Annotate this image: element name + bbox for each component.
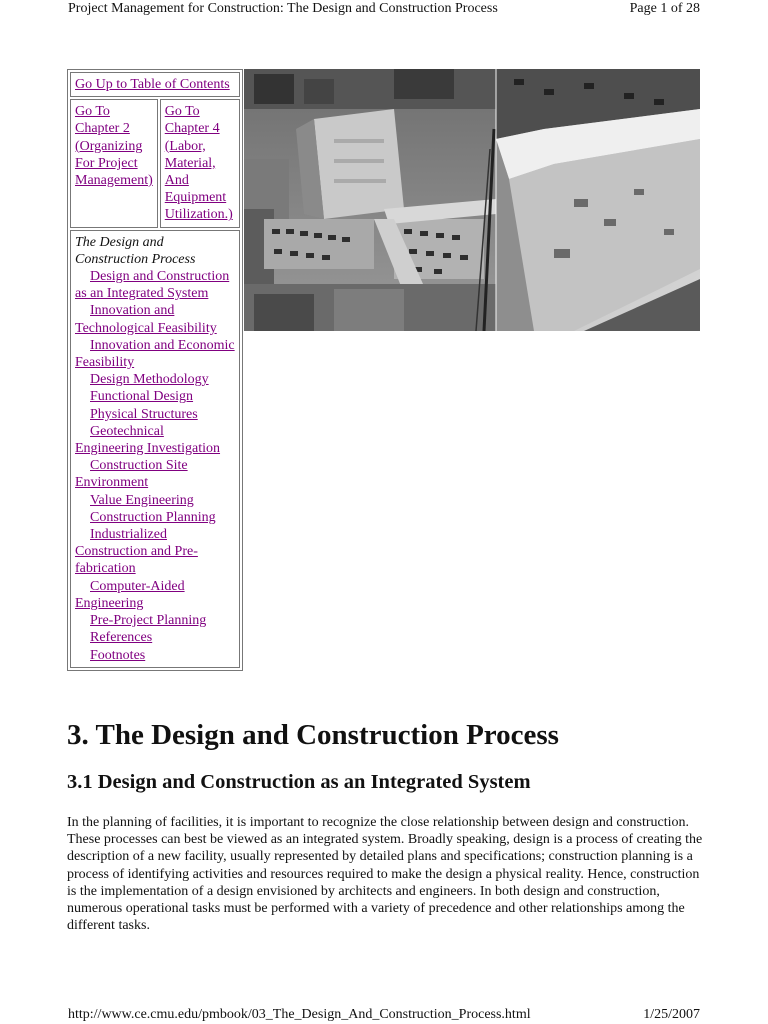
- toc-item[interactable]: Design and Construction as an Integrated System: [75, 269, 230, 302]
- chapter-toc: [70, 230, 240, 668]
- section-heading: 3.1 Design and Construction as an Integrated System: [67, 771, 531, 793]
- navigation-table: [67, 69, 243, 671]
- page-header: [68, 0, 700, 18]
- page-number: Page 1 of 28: [629, 1, 700, 16]
- toc-item[interactable]: Innovation and Technological Feasibility: [75, 303, 217, 336]
- toc-item[interactable]: Physical Structures: [90, 406, 198, 422]
- toc-item[interactable]: Construction Planning: [90, 509, 216, 525]
- toc-item[interactable]: Pre-Project Planning: [90, 613, 207, 629]
- prev-chapter-cell: [70, 99, 158, 227]
- toc-item[interactable]: Functional Design: [90, 389, 194, 405]
- next-chapter-cell: [160, 99, 240, 227]
- chapter-heading: 3. The Design and Construction Process: [67, 719, 559, 751]
- header-title: Project Management for Construction: The Design and Construction Process: [68, 1, 498, 16]
- toc-item[interactable]: References: [90, 630, 153, 646]
- toc-item[interactable]: Footnotes: [90, 647, 146, 663]
- next-chapter-link[interactable]: Go To Chapter 4 (Labor, Material, And Equipment Utilization.): [164, 104, 233, 223]
- toc-item[interactable]: Construction Site Environment: [75, 458, 188, 491]
- footer-date: 1/25/2007: [643, 1007, 700, 1022]
- toc-item[interactable]: Industrialized Construction and Pre-fabrication: [75, 527, 198, 577]
- toc-item[interactable]: Innovation and Economic Feasibility: [75, 337, 235, 371]
- toc-item[interactable]: Geotechnical Engineering Investigation: [75, 423, 221, 457]
- body-paragraph: In the planning of facilities, it is important to recognize the close relationship between design and construction. These processes can best be viewed as an integrated system. Broadly speaking, design is a process of creating the description of a new facility, usually represented by detailed plans and specifications; construction planning is a process of identifying activities and resources required to make the design a physical reality. Hence, construction is the implementation of a design envisioned by architects and engineers. In both design and construction, numerous operational tasks must be performed with a variety of precedence and other relationships among the different tasks.: [67, 815, 703, 934]
- go-up-link[interactable]: Go Up to Table of Contents: [75, 77, 230, 92]
- page-footer: [68, 1006, 700, 1024]
- toc-title: The Design and Construction Process: [75, 234, 196, 267]
- footer-url: http://www.ce.cmu.edu/pmbook/03_The_Design_And_Construction_Process.html: [68, 1007, 531, 1022]
- toc-item[interactable]: Design Methodology: [90, 372, 209, 388]
- chapter-nav-row: [69, 98, 241, 228]
- toc-item[interactable]: Value Engineering: [90, 492, 194, 508]
- toc-item[interactable]: Computer-Aided Engineering: [75, 578, 185, 611]
- nav-up-cell: [70, 72, 240, 97]
- construction-site-photo: [244, 69, 700, 331]
- prev-chapter-link[interactable]: Go To Chapter 2 (Organizing For Project Management): [75, 104, 153, 189]
